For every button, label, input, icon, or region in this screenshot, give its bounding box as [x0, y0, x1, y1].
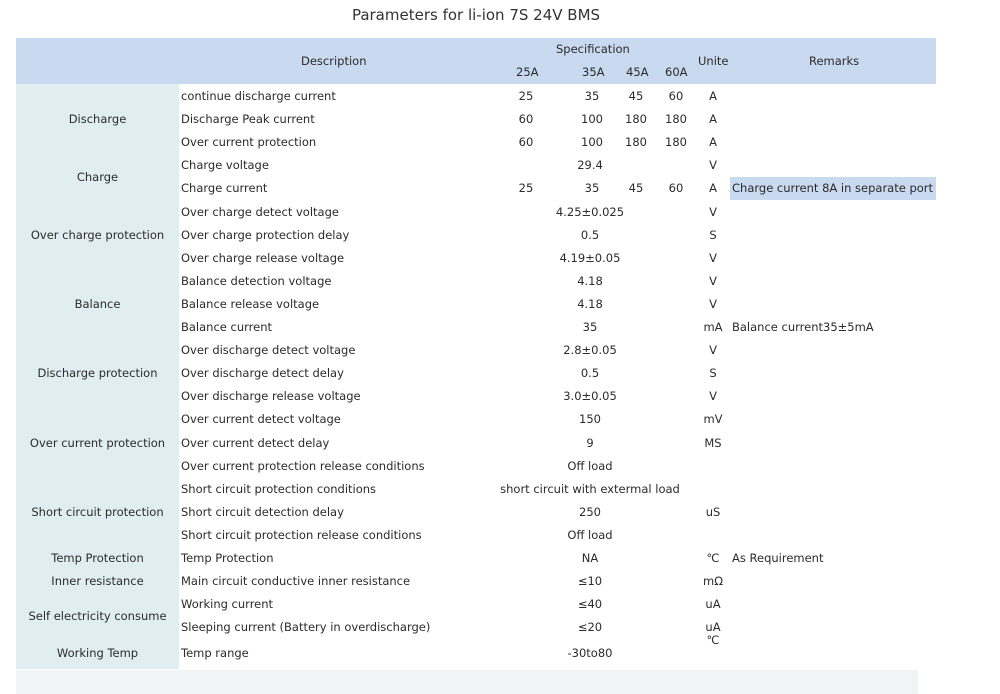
row-description: Over current protection: [181, 135, 317, 150]
header-corner: [16, 38, 179, 84]
row-unit: V: [709, 250, 717, 265]
row-description: Temp range: [181, 646, 249, 661]
row-description: Over current detect voltage: [181, 412, 341, 427]
row-description: Over current protection release conditions: [181, 458, 425, 473]
row-description: Short circuit protection release conditions: [181, 527, 422, 542]
row-spec-v45: 45: [628, 89, 644, 103]
row-unit: uA: [705, 597, 721, 612]
row-spec-value: 29.4: [577, 158, 603, 173]
row-unit: ℃: [706, 633, 720, 648]
row-spec-value: Off load: [567, 458, 613, 473]
row-spec-value: 9: [586, 435, 594, 450]
row-spec-v35: 35: [584, 181, 600, 196]
group-label: Short circuit protection: [31, 504, 164, 519]
row-description: Balance release voltage: [181, 296, 320, 311]
row-description: Sleeping current (Battery in overdischarge): [181, 620, 431, 635]
row-description: Working current: [181, 597, 274, 612]
group-label: Working Temp: [56, 646, 139, 661]
row-spec-value: short circuit with extermal load: [500, 481, 680, 496]
group-label: Charge: [76, 169, 119, 184]
group-label: Inner resistance: [51, 574, 144, 589]
row-unit: V: [709, 296, 717, 311]
group-label: Over current protection: [29, 435, 166, 450]
row-spec-value: 4.25±0.025: [555, 204, 625, 219]
row-description: Charge voltage: [181, 158, 269, 173]
row-unit: ℃: [706, 551, 720, 565]
row-unit: A: [709, 112, 717, 127]
row-description: continue discharge current: [181, 89, 336, 103]
row-unit: uS: [705, 504, 721, 519]
row-unit: V: [709, 273, 717, 288]
row-spec-value: Off load: [567, 527, 613, 542]
row-spec-v60: 180: [665, 135, 687, 150]
row-spec-value: 4.18: [577, 296, 603, 311]
row-spec-v35: 100: [581, 112, 603, 127]
row-description: Short circuit protection conditions: [181, 481, 377, 496]
header-spec-60a: 60A: [665, 65, 688, 79]
row-spec-value: 0.5: [580, 366, 600, 381]
row-unit: S: [709, 366, 717, 381]
page-title: Parameters for li-ion 7S 24V BMS: [351, 6, 601, 24]
row-description: Over discharge release voltage: [181, 389, 361, 404]
row-description: Temp Protection: [181, 551, 274, 565]
row-description: Over discharge detect voltage: [181, 343, 356, 358]
row-spec-v25: 60: [518, 135, 534, 150]
row-description: Short circuit detection delay: [181, 504, 344, 519]
group-label: Discharge protection: [37, 366, 158, 381]
row-description: Balance detection voltage: [181, 273, 332, 288]
row-description: Over current detect delay: [181, 435, 330, 450]
row-unit: V: [709, 343, 717, 358]
row-spec-value: 4.18: [577, 273, 603, 288]
row-spec-value: 35: [582, 320, 598, 334]
group-label: Balance: [74, 296, 121, 311]
row-spec-value: 3.0±0.05: [563, 389, 617, 404]
row-remark: Charge current 8A in separate port: [732, 181, 934, 196]
row-spec-v60: 60: [668, 89, 684, 103]
row-spec-v25: 25: [518, 89, 534, 103]
row-description: Balance current: [181, 320, 273, 334]
row-spec-value: 250: [579, 504, 601, 519]
row-spec-value: -30to80: [567, 646, 613, 661]
row-description: Discharge Peak current: [181, 112, 315, 127]
row-description: Main circuit conductive inner resistance: [181, 574, 411, 589]
row-unit: A: [709, 89, 717, 103]
row-unit: V: [709, 204, 717, 219]
row-unit: A: [709, 181, 717, 196]
row-spec-value: ≤10: [577, 574, 603, 589]
row-spec-v25: 60: [518, 112, 534, 127]
header-description: Description: [301, 54, 367, 68]
row-spec-v60: 60: [668, 181, 684, 196]
row-spec-value: 0.5: [580, 227, 600, 242]
row-unit: mV: [703, 412, 723, 427]
row-spec-value: 2.8±0.05: [563, 343, 617, 358]
row-spec-v45: 180: [625, 112, 647, 127]
row-unit: A: [709, 135, 717, 150]
group-label: Temp Protection: [51, 551, 144, 565]
group-label: Over charge protection: [30, 227, 165, 242]
row-spec-v25: 25: [518, 181, 534, 196]
group-label: Discharge: [68, 112, 127, 127]
row-unit: mA: [703, 320, 723, 334]
row-unit: uA: [705, 620, 721, 635]
header-specification: Specification: [556, 42, 630, 56]
row-description: Over charge release voltage: [181, 250, 345, 265]
row-spec-v35: 35: [584, 89, 600, 103]
row-unit: mΩ: [703, 574, 723, 589]
row-description: Over charge protection delay: [181, 227, 350, 242]
row-spec-value: ≤40: [577, 597, 603, 612]
row-description: Over charge detect voltage: [181, 204, 339, 219]
row-spec-v35: 100: [581, 135, 603, 150]
row-unit: MS: [704, 435, 722, 450]
group-label: Self electricity consume: [28, 608, 167, 623]
header-spec-25a: 25A: [516, 65, 539, 79]
header-unit: Unite: [698, 54, 729, 68]
row-unit: V: [709, 389, 717, 404]
row-spec-value: 150: [579, 412, 601, 427]
header-remarks: Remarks: [809, 54, 860, 68]
row-description: Charge current: [181, 181, 268, 196]
row-spec-value: 4.19±0.05: [559, 250, 621, 265]
row-spec-v45: 180: [625, 135, 647, 150]
row-spec-value: ≤20: [577, 620, 603, 635]
header-spec-35a: 35A: [582, 65, 605, 79]
row-spec-v45: 45: [628, 181, 644, 196]
row-spec-value: NA: [581, 551, 599, 565]
row-description: Over discharge detect delay: [181, 366, 344, 381]
row-unit: V: [709, 158, 717, 173]
bottom-band: [16, 670, 918, 694]
row-spec-v60: 180: [665, 112, 687, 127]
spec-table: [16, 38, 936, 669]
header-spec-45a: 45A: [626, 65, 649, 79]
row-remark: Balance current35±5mA: [732, 320, 874, 334]
row-remark: As Requirement: [732, 551, 824, 565]
row-unit: S: [709, 227, 717, 242]
